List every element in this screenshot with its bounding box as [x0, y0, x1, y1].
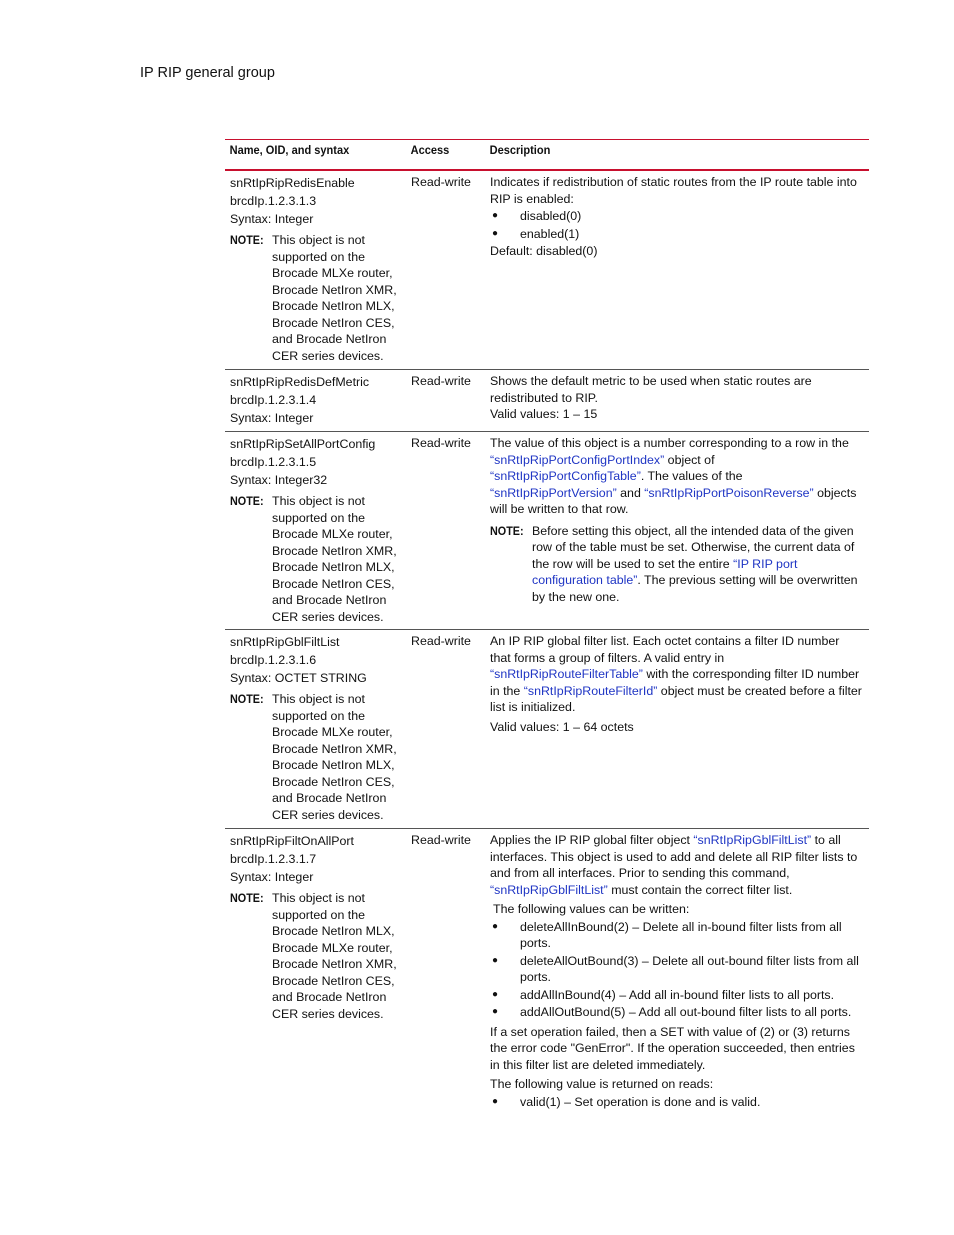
object-name: snRtIpRipSetAllPortConfig: [230, 437, 376, 451]
description-text: An IP RIP global filter list. Each octet contains a filter ID number that forms a group of filters. A valid entry in “snRtIpRipRouteFilterTable” with the corresponding filter ID number in the “snRtIpRipRouteFilterId” object must be created before a filter list is initialized.: [490, 634, 862, 714]
list-item: ● addAllOutBound(5) – Add all out-bound filter lists to all ports.: [492, 1005, 852, 1019]
object-name: snRtIpRipRedisDefMetric: [230, 375, 370, 389]
object-syntax: Syntax: Integer: [230, 212, 314, 226]
xref-link[interactable]: “snRtIpRipGblFiltList”: [693, 833, 812, 847]
description-text: The value of this object is a number corresponding to a row in the “snRtIpRipPortConfigPortIndex” object of “snRtIpRipPortConfigTable”. The values of the “snRtIpRipPortVersion” and “snRtIpRipPortPoisonReverse” objects will be written to that row.: [490, 436, 857, 516]
note-label: NOTE:: [230, 233, 264, 247]
access-cell: Read-write: [411, 175, 471, 189]
name-cell: [225, 829, 406, 1119]
xref-link[interactable]: “IP RIP port configuration table”: [532, 556, 798, 587]
header-access: Access: [410, 143, 450, 158]
description-cell: [485, 829, 869, 1119]
name-cell: [225, 370, 406, 431]
bullet-icon: ●: [492, 1095, 499, 1107]
note-text: Before setting this object, all the intended data of the given row of the table must be set. Otherwise, the current data of the row will be used to set the entire “IP RIP port configuration table”. The previous setting will be overwritten by the new one.: [532, 523, 858, 604]
list-item: ● addAllInBound(4) – Add all in-bound filter lists to all ports.: [492, 987, 835, 1002]
bullet-icon: ●: [492, 954, 499, 966]
writable-values-intro: The following values can be written:: [493, 902, 690, 916]
running-head: IP RIP general group: [140, 65, 275, 81]
object-oid: brcdIp.1.2.3.1.6: [230, 653, 317, 667]
object-oid: brcdIp.1.2.3.1.7: [230, 852, 317, 866]
description-cell: [485, 370, 869, 431]
description-text: Shows the default metric to be used when static routes are redistributed to RIP.: [490, 374, 812, 405]
description-cell: [485, 171, 869, 369]
object-oid: brcdIp.1.2.3.1.5: [230, 455, 317, 469]
table-row: [225, 370, 869, 432]
xref-link[interactable]: “snRtIpRipPortConfigPortIndex”: [490, 452, 665, 467]
name-cell: [225, 432, 406, 629]
object-oid: brcdIp.1.2.3.1.4: [230, 393, 317, 407]
description-cell: [485, 432, 869, 629]
table-row: [225, 829, 869, 1119]
default-value: Default: disabled(0): [490, 244, 598, 258]
description-text: Applies the IP RIP global filter object “snRtIpRipGblFiltList” to all interfaces. This object is used to add and delete all RIP filter lists to and from all interfaces. Prior to sending this command, “snRtIpRipGblFiltList” must contain the correct filter list.: [490, 833, 858, 897]
table-row: [225, 630, 869, 829]
note-label: NOTE:: [230, 891, 264, 905]
note-text: This object is not supported on the Brocade MLXe router, Brocade NetIron XMR, Brocade NetIron MLX, Brocade NetIron CES, and Brocade NetIron CER series devices.: [272, 692, 397, 822]
note-text: This object is not supported on the Brocade MLXe router, Brocade NetIron XMR, Brocade NetIron MLX, Brocade NetIron CES, and Brocade NetIron CER series devices.: [272, 494, 397, 624]
note-label: NOTE:: [490, 523, 524, 538]
read-values-intro: The following value is returned on reads:: [490, 1077, 714, 1091]
description-text: If a set operation failed, then a SET with value of (2) or (3) returns the error code "GenError". If the operation succeeded, then entries in this filter list are deleted immediately.: [490, 1024, 855, 1072]
description-cell: [485, 630, 869, 828]
xref-link[interactable]: “snRtIpRipPortConfigTable”: [490, 469, 641, 483]
note: [230, 890, 402, 1022]
table-row: [225, 432, 869, 630]
note-label: NOTE:: [230, 494, 264, 508]
table-header: [225, 140, 869, 171]
description-text: Indicates if redistribution of static routes from the IP route table into RIP is enabled:: [490, 175, 857, 206]
note: [230, 232, 402, 364]
list-item: ● enabled(1): [492, 226, 580, 241]
list-item: ● deleteAllOutBound(3) – Delete all out-bound filter lists from all ports.: [492, 953, 859, 984]
valid-values: Valid values: 1 – 15: [490, 407, 598, 421]
note: [230, 493, 402, 625]
bullet-icon: ●: [492, 920, 499, 932]
bullet-icon: ●: [492, 210, 499, 221]
xref-link[interactable]: “snRtIpRipRouteFilterTable”: [490, 667, 643, 681]
access-cell: Read-write: [411, 436, 471, 450]
valid-values: Valid values: 1 – 64 octets: [490, 719, 634, 734]
xref-link[interactable]: “snRtIpRipGblFiltList”: [490, 882, 608, 897]
list-item: ● deleteAllInBound(2) – Delete all in-bound filter lists from all ports.: [492, 919, 842, 950]
object-oid: brcdIp.1.2.3.1.3: [230, 194, 317, 208]
list-item: ● disabled(0): [492, 209, 582, 223]
object-syntax: Syntax: Integer: [230, 411, 314, 425]
list-item: ● valid(1) – Set operation is done and is valid.: [492, 1094, 761, 1109]
bullet-icon: ●: [492, 1006, 499, 1017]
header-description: Description: [489, 143, 551, 158]
xref-link[interactable]: “snRtIpRipPortVersion”: [490, 485, 617, 500]
table-row: [225, 171, 869, 370]
note-text: This object is not supported on the Brocade NetIron MLX, Brocade MLXe router, Brocade NetIron XMR, Brocade NetIron CES, and Brocade NetIron CER series devices.: [272, 891, 397, 1021]
object-syntax: Syntax: Integer: [230, 870, 314, 884]
object-name: snRtIpRipFiltOnAllPort: [230, 834, 354, 848]
bullet-icon: ●: [492, 227, 499, 239]
object-name: snRtIpRipRedisEnable: [230, 176, 355, 190]
object-name: snRtIpRipGblFiltList: [230, 635, 340, 649]
access-cell: Read-write: [411, 833, 471, 847]
access-cell: Read-write: [411, 374, 471, 388]
note-label: NOTE:: [230, 692, 264, 706]
note: [230, 691, 402, 823]
access-cell: Read-write: [411, 634, 471, 648]
description-note: [490, 523, 863, 606]
bullet-icon: ●: [492, 988, 499, 1000]
object-syntax: Syntax: Integer32: [230, 473, 328, 487]
mib-object-table: [225, 139, 869, 1119]
object-syntax: Syntax: OCTET STRING: [230, 671, 367, 685]
note-text: This object is not supported on the Brocade MLXe router, Brocade NetIron XMR, Brocade NetIron MLX, Brocade NetIron CES, and Brocade NetIron CER series devices.: [272, 233, 397, 363]
header-name: Name, OID, and syntax: [229, 143, 350, 158]
name-cell: [225, 630, 406, 828]
xref-link[interactable]: “snRtIpRipPortPoisonReverse”: [644, 485, 814, 500]
xref-link[interactable]: “snRtIpRipRouteFilterId”: [523, 683, 658, 698]
name-cell: [225, 171, 406, 369]
